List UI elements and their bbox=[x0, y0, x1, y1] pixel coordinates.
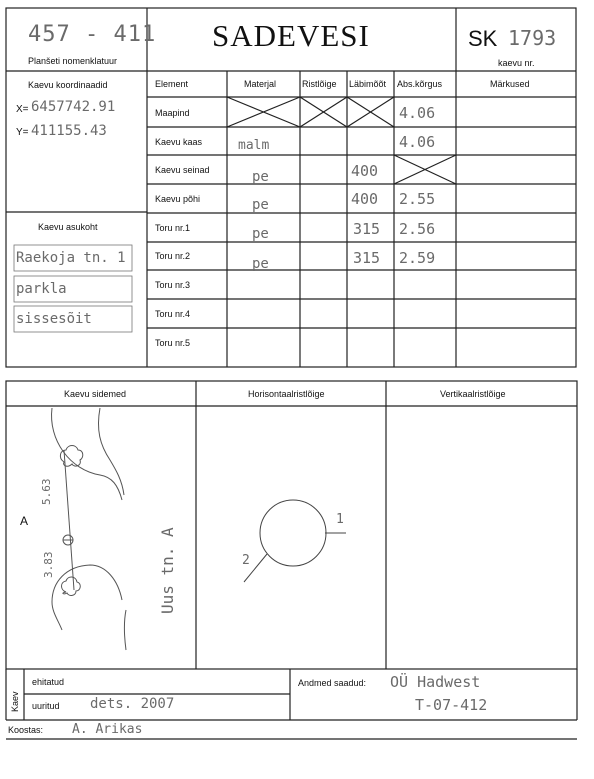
koostas-label: Koostas: bbox=[8, 725, 44, 735]
row-element: Kaevu seinad bbox=[155, 165, 210, 175]
row-element: Toru nr.1 bbox=[155, 223, 191, 233]
location-line-2: parkla bbox=[16, 281, 67, 297]
cell-labimoot: 400 bbox=[351, 190, 379, 208]
cell-labimoot: 315 bbox=[353, 249, 381, 267]
row-element: Kaevu põhi bbox=[155, 194, 201, 204]
pipe-2-label: 2 bbox=[242, 553, 250, 568]
cell-abs: 2.56 bbox=[399, 220, 436, 238]
sketch-dist-top: 5.63 bbox=[40, 478, 53, 505]
location-line-1: Raekoja tn. 1 bbox=[16, 250, 126, 266]
cell-labimoot: 400 bbox=[351, 162, 379, 180]
cell-labimoot: 315 bbox=[353, 220, 381, 238]
cell-materjal: pe bbox=[252, 256, 269, 272]
well-prefix: SK bbox=[468, 26, 498, 51]
row-element: Toru nr.2 bbox=[155, 251, 191, 261]
col-header-materjal: Materjal bbox=[244, 79, 277, 89]
location-line-3: sissesõit bbox=[16, 311, 92, 327]
andmed-label: Andmed saadud: bbox=[298, 678, 367, 688]
cell-materjal: pe bbox=[252, 169, 269, 185]
col-header-ristloige: Ristlõige bbox=[302, 79, 337, 89]
sheet-number: 457 - 411 bbox=[28, 22, 157, 47]
row-element: Kaevu kaas bbox=[155, 137, 203, 147]
page-title: SADEVESI bbox=[212, 18, 370, 53]
uuritud-label: uuritud bbox=[32, 701, 60, 711]
sketch-dist-bottom: 3.83 bbox=[42, 551, 55, 578]
row-element: Toru nr.4 bbox=[155, 309, 191, 319]
row-element: Toru nr.5 bbox=[155, 338, 191, 348]
andmed-value-1: OÜ Hadwest bbox=[390, 673, 481, 691]
col-header-labimoot: Läbimõõt bbox=[349, 79, 387, 89]
pipe-1-label: 1 bbox=[336, 512, 344, 527]
coordinates-label: Kaevu koordinaadid bbox=[28, 80, 108, 90]
section-vertikaal: Vertikaalristlõige bbox=[440, 389, 506, 399]
cell-materjal: pe bbox=[252, 197, 269, 213]
sketch-label-a: A bbox=[20, 514, 29, 528]
cell-abs: 2.55 bbox=[399, 190, 436, 208]
ehitatud-label: ehitatud bbox=[32, 677, 65, 687]
andmed-value-2: T-07-412 bbox=[415, 696, 488, 714]
col-header-element: Element bbox=[155, 79, 189, 89]
y-label: Y= bbox=[16, 127, 29, 138]
y-value: 411155.43 bbox=[31, 123, 107, 139]
location-label: Kaevu asukoht bbox=[38, 222, 98, 232]
sheet-label: Planšeti nomenklatuur bbox=[28, 56, 118, 66]
row-element: Maapind bbox=[155, 108, 190, 118]
x-label: X= bbox=[16, 104, 29, 115]
kaev-label: Kaev bbox=[10, 691, 20, 712]
cell-abs: 2.59 bbox=[399, 249, 436, 267]
cell-abs: 4.06 bbox=[399, 104, 436, 122]
col-header-markused: Märkused bbox=[490, 79, 530, 89]
sketch-street: Uus tn. A bbox=[158, 527, 177, 614]
x-value: 6457742.91 bbox=[31, 99, 116, 115]
cell-abs: 4.06 bbox=[399, 133, 436, 151]
col-header-abs: Abs.kõrgus bbox=[397, 79, 443, 89]
koostas-value: A. Arikas bbox=[72, 722, 143, 737]
well-number: 1793 bbox=[508, 26, 557, 50]
cell-materjal: malm bbox=[238, 138, 270, 153]
section-horisontaal: Horisontaalristlõige bbox=[248, 389, 325, 399]
section-sidemed: Kaevu sidemed bbox=[64, 389, 127, 399]
uuritud-value: dets. 2007 bbox=[90, 696, 175, 712]
well-label: kaevu nr. bbox=[498, 58, 535, 68]
cell-materjal: pe bbox=[252, 226, 269, 242]
row-element: Toru nr.3 bbox=[155, 280, 191, 290]
